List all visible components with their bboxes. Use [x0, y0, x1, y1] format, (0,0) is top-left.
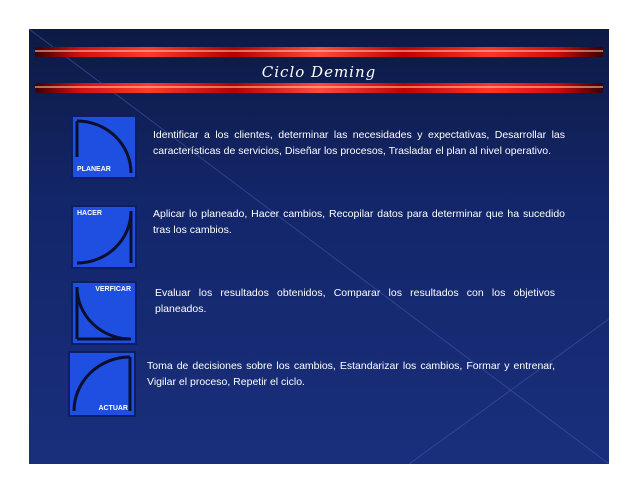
actuar-text: Toma de decisiones sobre los cambios, Estandarizar los cambios, Formar y entrenar, Vigilar el proceso, Repetir el ciclo.	[147, 360, 555, 388]
hacer-label: HACER	[77, 210, 102, 217]
actuar-label: ACTUAR	[98, 405, 128, 412]
actuar-icon	[68, 351, 136, 417]
top-red-bar	[35, 47, 603, 57]
planear-icon	[71, 115, 137, 179]
hacer-icon	[71, 205, 137, 269]
planear-text: Identificar a los clientes, determinar las necesidades y expectativas, Desarrollar las características de servicios, Diseñar los procesos, Trasladar el plan al nivel operativo.	[153, 129, 565, 157]
verificar-label: VERFICAR	[95, 286, 131, 293]
slide	[29, 29, 609, 464]
verificar-text: Evaluar los resultados obtenidos, Comparar los resultados con los objetivos planeados.	[155, 287, 555, 315]
slide-title: Ciclo Deming	[261, 63, 377, 81]
hacer-text: Aplicar lo planeado, Hacer cambios, Recopilar datos para determinar que ha sucedido tras los cambios.	[153, 208, 565, 236]
bottom-red-bar	[35, 83, 603, 93]
planear-label: PLANEAR	[77, 166, 111, 173]
verificar-icon	[71, 281, 137, 345]
